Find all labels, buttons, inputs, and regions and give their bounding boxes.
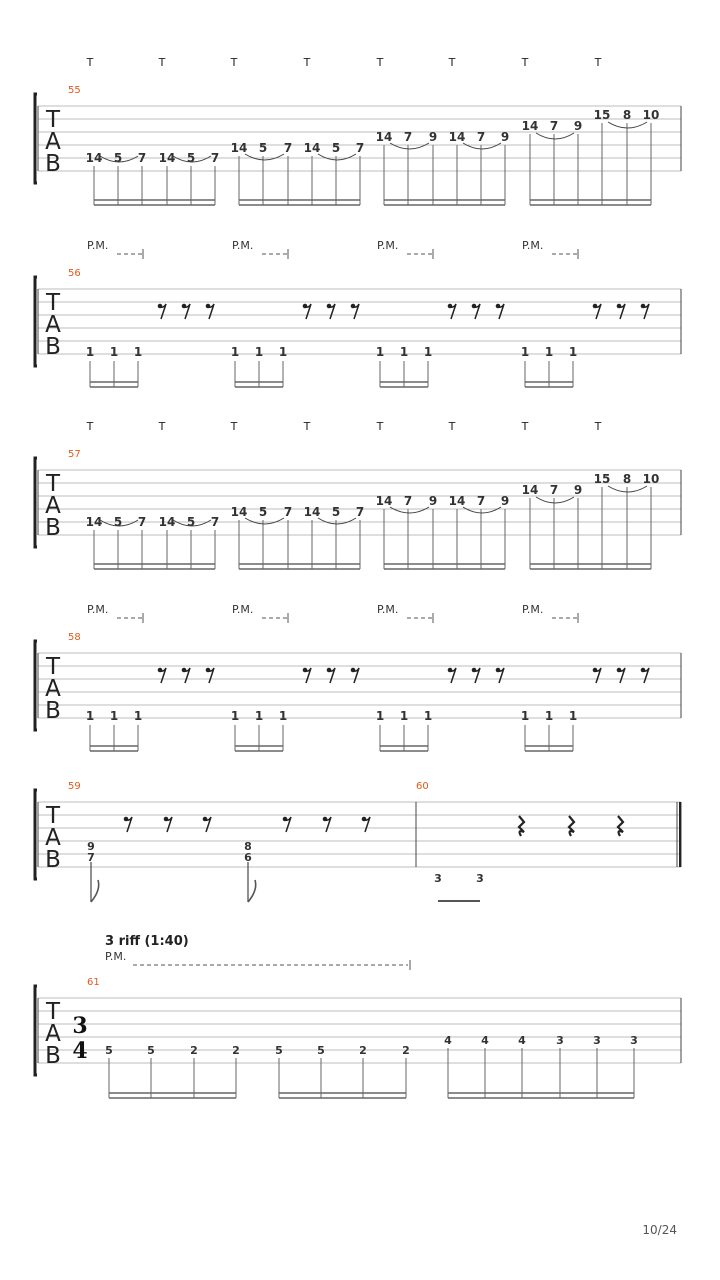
fret-number: 15 <box>593 472 611 486</box>
fret-number: 1 <box>568 345 578 359</box>
fret-number: 2 <box>402 1044 410 1057</box>
fret-number: 14 <box>521 483 539 497</box>
fret-number: 7 <box>355 505 365 519</box>
fret-number: 5 <box>331 505 341 519</box>
fret-number: 3 <box>593 1034 601 1047</box>
measure-number: 58 <box>68 632 81 643</box>
tap-mark: T <box>521 56 529 69</box>
note-flag <box>248 880 256 902</box>
tab-clef-letter: B <box>45 334 61 360</box>
time-signature-bottom: 4 <box>72 1038 88 1064</box>
quarter-rest <box>618 816 623 836</box>
fret-number: 5 <box>186 515 196 529</box>
measure-number: 61 <box>87 977 100 988</box>
fret-number: 15 <box>593 108 611 122</box>
fret-number: 10 <box>642 108 660 122</box>
fret-number: 9 <box>428 494 438 508</box>
palm-mute-label: P.M. <box>522 239 544 252</box>
fret-number: 14 <box>158 515 176 529</box>
tap-mark: T <box>86 56 94 69</box>
tap-mark: T <box>158 420 166 433</box>
tap-mark: T <box>230 420 238 433</box>
measure-number: 56 <box>68 268 81 279</box>
fret-number: 2 <box>359 1044 367 1057</box>
tap-mark: T <box>448 56 456 69</box>
fret-number: 3 <box>630 1034 638 1047</box>
fret-number: 5 <box>331 141 341 155</box>
fret-number: 7 <box>403 130 413 144</box>
fret-number: 1 <box>230 709 240 723</box>
tap-mark: T <box>230 56 238 69</box>
fret-number: 14 <box>303 505 321 519</box>
tab-clef-letter: T <box>45 654 61 680</box>
fret-number: 1 <box>568 709 578 723</box>
fret-number: 1 <box>375 709 385 723</box>
fret-number: 7 <box>210 515 220 529</box>
fret-number: 7 <box>87 851 95 864</box>
fret-number: 3 <box>476 872 484 885</box>
fret-number: 1 <box>133 709 143 723</box>
fret-number: 1 <box>399 345 409 359</box>
fret-number: 14 <box>158 151 176 165</box>
fret-number: 1 <box>109 345 119 359</box>
fret-number: 1 <box>423 345 433 359</box>
fret-number: 1 <box>278 709 288 723</box>
measure-number: 60 <box>416 781 429 792</box>
fret-number: 4 <box>518 1034 526 1047</box>
fret-number: 14 <box>303 141 321 155</box>
fret-number: 9 <box>500 494 510 508</box>
fret-number: 7 <box>210 151 220 165</box>
fret-number: 1 <box>133 345 143 359</box>
fret-number: 1 <box>399 709 409 723</box>
quarter-rest <box>519 816 524 836</box>
palm-mute-label: P.M. <box>105 950 127 963</box>
tap-mark: T <box>158 56 166 69</box>
fret-number: 9 <box>87 840 95 853</box>
fret-number: 8 <box>622 108 632 122</box>
fret-number: 1 <box>278 345 288 359</box>
fret-number: 5 <box>113 151 123 165</box>
fret-number: 14 <box>521 119 539 133</box>
tab-system-55 <box>35 56 681 205</box>
fret-number: 5 <box>317 1044 325 1057</box>
fret-number: 14 <box>85 151 103 165</box>
fret-number: 5 <box>105 1044 113 1057</box>
tap-mark: T <box>521 420 529 433</box>
fret-number: 7 <box>476 494 486 508</box>
tab-clef-letter: A <box>45 825 61 851</box>
fret-number: 9 <box>573 119 583 133</box>
system-bracket <box>35 790 37 879</box>
measure-number: 59 <box>68 781 81 792</box>
tab-system-58 <box>35 603 681 751</box>
fret-number: 14 <box>448 494 466 508</box>
fret-number: 4 <box>444 1034 452 1047</box>
tap-mark: T <box>303 56 311 69</box>
system-bracket <box>35 986 37 1075</box>
fret-number: 8 <box>622 472 632 486</box>
fret-number: 5 <box>147 1044 155 1057</box>
fret-number: 7 <box>549 483 559 497</box>
tab-clef-letter: T <box>45 999 61 1025</box>
fret-number: 9 <box>573 483 583 497</box>
tab-clef-letter: A <box>45 493 61 519</box>
fret-number: 1 <box>520 345 530 359</box>
fret-number: 14 <box>230 505 248 519</box>
tap-mark: T <box>86 420 94 433</box>
tab-clef-letter: A <box>45 1021 61 1047</box>
fret-number: 7 <box>355 141 365 155</box>
fret-number: 9 <box>428 130 438 144</box>
tap-mark: T <box>594 420 602 433</box>
fret-number: 1 <box>520 709 530 723</box>
page-number: 10/24 <box>642 1223 677 1237</box>
system-bracket <box>35 641 37 730</box>
palm-mute-label: P.M. <box>377 603 399 616</box>
fret-number: 4 <box>481 1034 489 1047</box>
tap-mark: T <box>376 420 384 433</box>
palm-mute-label: P.M. <box>232 603 254 616</box>
tab-system-59 <box>35 781 681 902</box>
tab-clef-letter: B <box>45 847 61 873</box>
section-title: 3 riff (1:40) <box>105 934 189 949</box>
fret-number: 8 <box>244 840 252 853</box>
tap-mark: T <box>448 420 456 433</box>
fret-number: 5 <box>258 141 268 155</box>
fret-number: 5 <box>113 515 123 529</box>
fret-number: 5 <box>258 505 268 519</box>
fret-number: 5 <box>186 151 196 165</box>
system-bracket <box>35 94 37 183</box>
measure-number: 55 <box>68 85 81 96</box>
fret-number: 1 <box>230 345 240 359</box>
fret-number: 1 <box>109 709 119 723</box>
palm-mute-label: P.M. <box>377 239 399 252</box>
fret-number: 7 <box>137 515 147 529</box>
fret-number: 7 <box>283 141 293 155</box>
fret-number: 14 <box>85 515 103 529</box>
palm-mute-label: P.M. <box>232 239 254 252</box>
fret-number: 6 <box>244 851 252 864</box>
tab-system-57 <box>35 420 681 569</box>
fret-number: 2 <box>190 1044 198 1057</box>
hammer-slur <box>536 133 574 139</box>
fret-number: 7 <box>476 130 486 144</box>
fret-number: 5 <box>275 1044 283 1057</box>
system-bracket <box>35 458 37 547</box>
fret-number: 1 <box>254 345 264 359</box>
tap-mark: T <box>594 56 602 69</box>
fret-number: 7 <box>137 151 147 165</box>
tab-clef-letter: B <box>45 698 61 724</box>
system-bracket <box>35 277 37 366</box>
tab-clef-letter: A <box>45 129 61 155</box>
hammer-slur <box>536 497 574 503</box>
fret-number: 1 <box>544 709 554 723</box>
fret-number: 1 <box>254 709 264 723</box>
palm-mute-label: P.M. <box>87 603 109 616</box>
palm-mute-label: P.M. <box>87 239 109 252</box>
fret-number: 7 <box>403 494 413 508</box>
tab-clef-letter: T <box>45 107 61 133</box>
fret-number: 1 <box>85 709 95 723</box>
measure-number: 57 <box>68 449 81 460</box>
tab-clef-letter: T <box>45 290 61 316</box>
fret-number: 14 <box>375 494 393 508</box>
tab-system-56 <box>35 239 681 387</box>
fret-number: 2 <box>232 1044 240 1057</box>
tap-mark: T <box>376 56 384 69</box>
tap-mark: T <box>303 420 311 433</box>
fret-number: 14 <box>375 130 393 144</box>
fret-number: 3 <box>434 872 442 885</box>
fret-number: 1 <box>85 345 95 359</box>
fret-number: 1 <box>423 709 433 723</box>
palm-mute-label: P.M. <box>522 603 544 616</box>
fret-number: 1 <box>375 345 385 359</box>
fret-number: 14 <box>448 130 466 144</box>
fret-number: 14 <box>230 141 248 155</box>
tab-clef-letter: T <box>45 803 61 829</box>
tab-system-61 <box>35 934 681 1098</box>
tab-clef-letter: B <box>45 1043 61 1069</box>
tab-clef-letter: B <box>45 515 61 541</box>
tab-clef-letter: A <box>45 676 61 702</box>
fret-number: 3 <box>556 1034 564 1047</box>
fret-number: 7 <box>549 119 559 133</box>
fret-number: 1 <box>544 345 554 359</box>
fret-number: 10 <box>642 472 660 486</box>
fret-number: 9 <box>500 130 510 144</box>
fret-number: 7 <box>283 505 293 519</box>
tab-clef-letter: B <box>45 151 61 177</box>
tab-clef-letter: T <box>45 471 61 497</box>
time-signature-top: 3 <box>72 1013 88 1039</box>
note-flag <box>91 880 99 902</box>
quarter-rest <box>569 816 574 836</box>
tab-clef-letter: A <box>45 312 61 338</box>
